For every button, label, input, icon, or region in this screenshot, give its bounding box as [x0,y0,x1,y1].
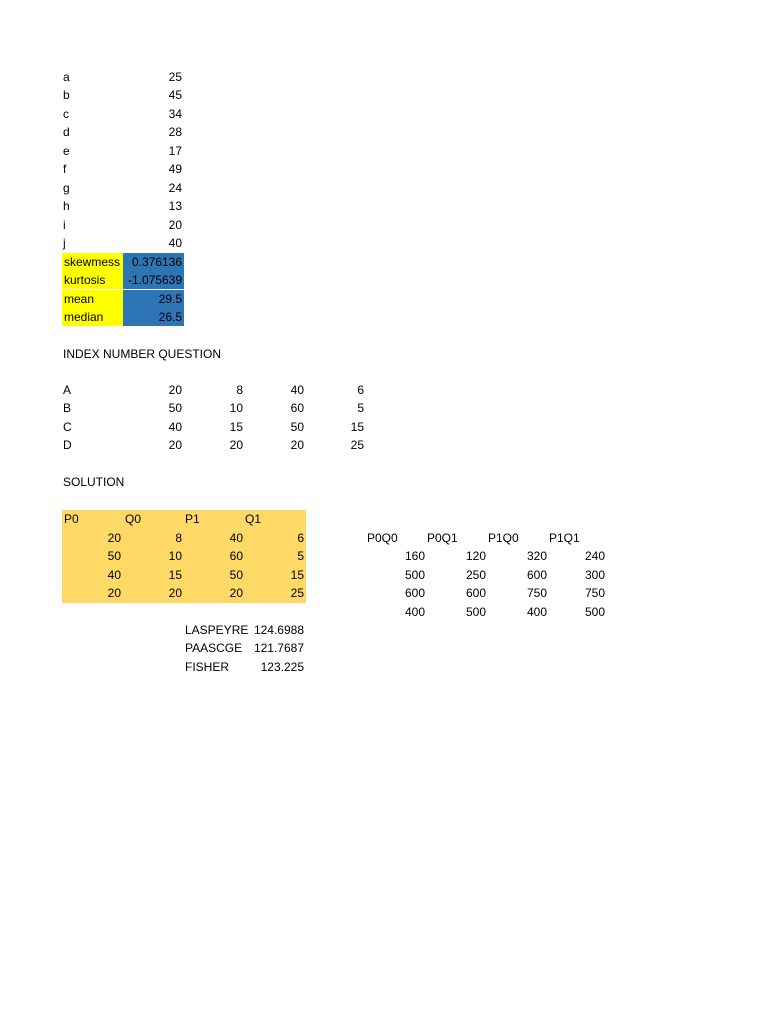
cell-value[interactable]: 24 [168,181,182,195]
product-cell[interactable]: 160 [404,549,425,563]
product-cell[interactable]: 250 [465,568,486,582]
cell-value[interactable]: 25 [168,70,182,84]
product-cell[interactable]: 400 [404,605,425,619]
index-cell[interactable]: 50 [168,401,182,415]
paasche-value[interactable]: 121.7687 [253,641,304,655]
product-header[interactable]: P1Q0 [488,531,519,545]
index-cell[interactable]: 50 [290,420,304,434]
result-value-kurtosis[interactable]: -1.075639 [123,271,184,289]
cell-label[interactable]: b [63,88,70,102]
result-value-median[interactable]: 26.5 [123,308,184,326]
solution-header[interactable]: Q0 [125,512,142,526]
result-value-skewness[interactable]: 0.376136 [123,253,184,271]
index-row-label[interactable]: D [63,438,72,452]
product-cell[interactable]: 500 [404,568,425,582]
product-cell[interactable]: 240 [584,549,605,563]
solution-cell[interactable]: 40 [229,531,243,545]
cell-value[interactable]: 40 [168,236,182,250]
index-cell[interactable]: 40 [290,383,304,397]
index-cell[interactable]: 20 [229,438,243,452]
solution-cell[interactable]: 20 [168,586,182,600]
laspeyre-value[interactable]: 124.6988 [253,623,304,637]
index-cell[interactable]: 15 [350,420,364,434]
solution-cell[interactable]: 50 [229,568,243,582]
index-title[interactable]: INDEX NUMBER QUESTION [63,347,222,361]
index-cell[interactable]: 20 [168,383,182,397]
cell-value[interactable]: 20 [168,218,182,232]
cell-label[interactable]: j [63,236,66,250]
cell-label[interactable]: f [63,162,67,176]
solution-cell[interactable]: 8 [175,531,182,545]
cell-label[interactable]: e [63,144,70,158]
solution-title[interactable]: SOLUTION [63,475,125,489]
index-cell[interactable]: 5 [357,401,364,415]
index-row-label[interactable]: A [63,383,72,397]
cell-label[interactable]: i [63,218,66,232]
solution-cell[interactable]: 15 [168,568,182,582]
cell-value[interactable]: 28 [168,125,182,139]
solution-header[interactable]: P0 [64,512,79,526]
product-cell[interactable]: 500 [465,605,486,619]
cell-label[interactable]: a [63,70,70,84]
index-row-label[interactable]: B [63,401,72,415]
product-cell[interactable]: 300 [584,568,605,582]
solution-cell[interactable]: 5 [297,549,304,563]
cell-value[interactable]: 13 [168,199,182,213]
solution-cell[interactable]: 40 [107,568,121,582]
solution-cell[interactable]: 6 [297,531,304,545]
cell-label[interactable]: d [63,125,70,139]
product-cell[interactable]: 600 [465,586,486,600]
product-header[interactable]: P0Q1 [427,531,458,545]
index-cell[interactable]: 8 [236,383,243,397]
product-cell[interactable]: 600 [404,586,425,600]
solution-cell[interactable]: 60 [229,549,243,563]
solution-cell[interactable]: 20 [107,586,121,600]
fisher-value[interactable]: 123.225 [260,660,304,674]
paasche-label[interactable]: PAASCGE [185,641,243,655]
product-cell[interactable]: 120 [465,549,486,563]
result-label-mean[interactable]: mean [62,290,123,308]
product-cell[interactable]: 320 [526,549,547,563]
product-cell[interactable]: 500 [584,605,605,619]
cell-value[interactable]: 34 [168,107,182,121]
solution-cell[interactable]: 25 [290,586,304,600]
index-cell[interactable]: 20 [290,438,304,452]
result-value-mean[interactable]: 29.5 [123,290,184,308]
result-label-median[interactable]: median [62,308,123,326]
index-cell[interactable]: 15 [229,420,243,434]
product-header[interactable]: P1Q1 [549,531,580,545]
laspeyre-label[interactable]: LASPEYRE [185,623,249,637]
cell-label[interactable]: c [63,107,69,121]
fisher-label[interactable]: FISHER [185,660,230,674]
solution-header[interactable]: P1 [185,512,200,526]
cell-value[interactable]: 45 [168,88,182,102]
index-cell[interactable]: 6 [357,383,364,397]
solution-cell[interactable]: 20 [107,531,121,545]
cell-value[interactable]: 49 [168,162,182,176]
index-cell[interactable]: 60 [290,401,304,415]
cell-value[interactable]: 17 [168,144,182,158]
product-cell[interactable]: 750 [526,586,547,600]
result-label-kurtosis[interactable]: kurtosis [62,271,123,289]
solution-header[interactable]: Q1 [245,512,262,526]
product-cell[interactable]: 750 [584,586,605,600]
index-row-label[interactable]: C [63,420,72,434]
index-cell[interactable]: 10 [229,401,243,415]
solution-cell[interactable]: 50 [107,549,121,563]
cell-label[interactable]: h [63,199,70,213]
product-cell[interactable]: 600 [526,568,547,582]
solution-cell[interactable]: 15 [290,568,304,582]
product-header[interactable]: P0Q0 [367,531,398,545]
solution-cell[interactable]: 10 [168,549,182,563]
solution-cell[interactable]: 20 [229,586,243,600]
index-cell[interactable]: 20 [168,438,182,452]
product-cell[interactable]: 400 [526,605,547,619]
index-cell[interactable]: 40 [168,420,182,434]
result-label-skewness[interactable]: skewmess [62,253,123,271]
index-cell[interactable]: 25 [350,438,364,452]
cell-label[interactable]: g [63,181,70,195]
